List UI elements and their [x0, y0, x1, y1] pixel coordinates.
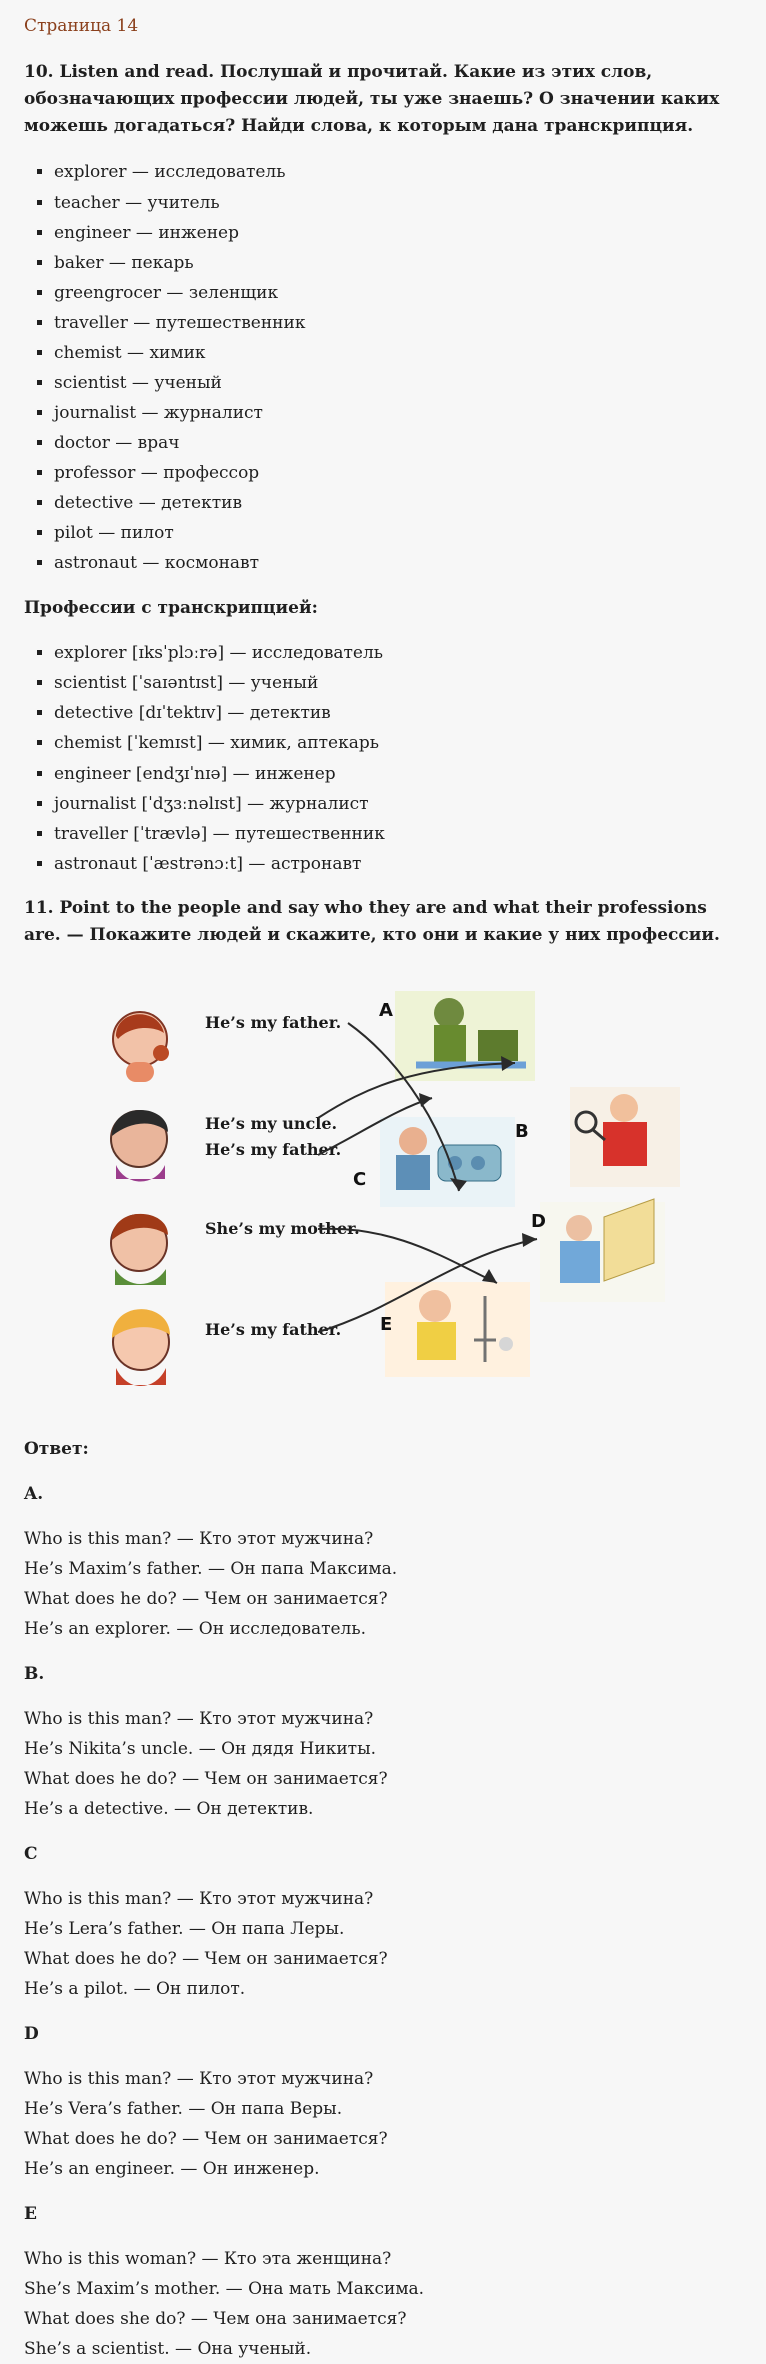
list-item: chemist [ˈkemɪst] — химик, аптекарь	[54, 729, 742, 758]
answer-line: He’s an engineer. — Он инженер.	[24, 2159, 320, 2180]
answer-letter: B.	[24, 1663, 45, 1684]
answer-line: He’s a detective. — Он детектив.	[24, 1799, 314, 1820]
illustration-letter-e: E	[380, 1314, 393, 1336]
answer-line: He’s an explorer. — Он исследователь.	[24, 1619, 367, 1640]
illustration-line-5: He’s my father.	[205, 1320, 342, 1340]
list-item: engineer [endʒɪˈnɪə] — инженер	[54, 760, 742, 789]
answer-line: What does he do? — Чем он занимается?	[24, 2129, 388, 2150]
list-item: scientist — ученый	[54, 369, 742, 398]
answer-block	[24, 1525, 742, 1644]
answer-title: Ответ:	[24, 1439, 89, 1460]
list-item: journalist — журналист	[54, 399, 742, 428]
answer-line: She’s Maxim’s mother. — Она мать Максима.	[24, 2278, 425, 2299]
list-item: greengrocer — зеленщик	[54, 279, 742, 308]
list-item: teacher — учитель	[54, 189, 742, 218]
transcription-heading: Профессии с транскрипцией:	[24, 598, 318, 619]
list-item: baker — пекарь	[54, 249, 742, 278]
illustration-line-4: She’s my mother.	[205, 1219, 360, 1239]
answer-line: What does she do? — Чем она занимается?	[24, 2309, 407, 2330]
illustration-line-3: He’s my father.	[205, 1140, 342, 1160]
answer-block	[24, 1885, 742, 2004]
answer-line: He’s Maxim’s father. — Он папа Максима.	[24, 1558, 398, 1579]
answer-line: What does he do? — Чем он занимается?	[24, 1589, 388, 1609]
answer-line: He’s Nikita’s uncle. — Он дядя Никиты.	[24, 1738, 377, 1759]
list-item: journalist [ˈdʒɜːnəlɪst] — журналист	[54, 790, 742, 819]
answer-letter: E	[24, 2204, 37, 2225]
answer-line: He’s Vera’s father. — Он папа Веры.	[24, 2098, 343, 2119]
professions-list	[24, 158, 742, 578]
answer-block	[24, 2245, 742, 2364]
task-10-heading: 10. Listen and read. Послушай и прочитай. Какие из этих слов, обозначающих профессии людей, ты уже знаешь? О значении каких можешь догадаться? Найди слова, к которым дана транскрипция.	[24, 61, 720, 137]
list-item: professor — профессор	[54, 459, 742, 488]
illustration-letter-d: D	[531, 1211, 546, 1233]
list-item: explorer — исследователь	[54, 158, 742, 187]
answer-line: What does he do? — Чем он занимается?	[24, 1949, 388, 1970]
illustration-letter-b: B	[515, 1121, 529, 1143]
list-item: detective — детектив	[54, 489, 742, 518]
answer-line: He’s a pilot. — Он пилот.	[24, 1979, 246, 2000]
answer-line: Who is this man? — Кто этот мужчина?	[24, 1888, 374, 1909]
answer-block	[24, 1705, 742, 1824]
answer-line: She’s a scientist. — Она ученый.	[24, 2339, 312, 2360]
illustration-line-1: He’s my father.	[205, 1013, 342, 1033]
list-item: traveller — путешественник	[54, 309, 742, 338]
scene-b-detective	[570, 1087, 680, 1187]
illustration-letter-c: C	[353, 1169, 367, 1191]
answer-line: He’s Lera’s father. — Он папа Леры.	[24, 1918, 345, 1939]
list-item: chemist — химик	[54, 339, 742, 368]
list-item: scientist [ˈsaɪəntɪst] — ученый	[54, 669, 742, 698]
scene-a-explorer	[395, 991, 535, 1081]
list-item: pilot — пилот	[54, 519, 742, 548]
illustration-svg	[0, 967, 766, 1417]
scene-d-engineer	[540, 1199, 665, 1302]
answer-line: What does he do? — Чем он занимается?	[24, 1769, 388, 1790]
list-item: astronaut [ˈæstrənɔːt] — астронавт	[54, 850, 742, 879]
answer-line: Who is this man? — Кто этот мужчина?	[24, 2068, 374, 2089]
textbook-illustration	[0, 967, 766, 1417]
answer-line: Who is this woman? — Кто эта женщина?	[24, 2248, 392, 2269]
transcription-list	[24, 639, 742, 878]
list-item: detective [dɪˈtektɪv] — детектив	[54, 699, 742, 728]
page-label: Страница 14	[24, 16, 139, 36]
list-item: astronaut — космонавт	[54, 549, 742, 578]
list-item: doctor — врач	[54, 429, 742, 458]
task-11-heading: 11. Point to the people and say who they are and what their professions are. — Покажите людей и скажите, кто они и какие у них профессии.	[24, 897, 720, 945]
scene-c-pilot	[380, 1117, 515, 1207]
list-item: traveller [ˈtrævlə] — путешественник	[54, 820, 742, 849]
answer-letter: C	[24, 1843, 38, 1864]
answer-line: Who is this man? — Кто этот мужчина?	[24, 1528, 374, 1549]
illustration-line-2: He’s my uncle.	[205, 1114, 338, 1134]
illustration-letter-a: A	[379, 1000, 393, 1022]
list-item: engineer — инженер	[54, 219, 742, 248]
answer-letter: A.	[24, 1483, 44, 1504]
answer-line: Who is this man? — Кто этот мужчина?	[24, 1708, 374, 1729]
answer-block	[24, 2065, 742, 2184]
scene-e-scientist	[385, 1282, 530, 1377]
answer-letter: D	[24, 2024, 39, 2044]
list-item: explorer [ɪksˈplɔːrə] — исследователь	[54, 639, 742, 668]
